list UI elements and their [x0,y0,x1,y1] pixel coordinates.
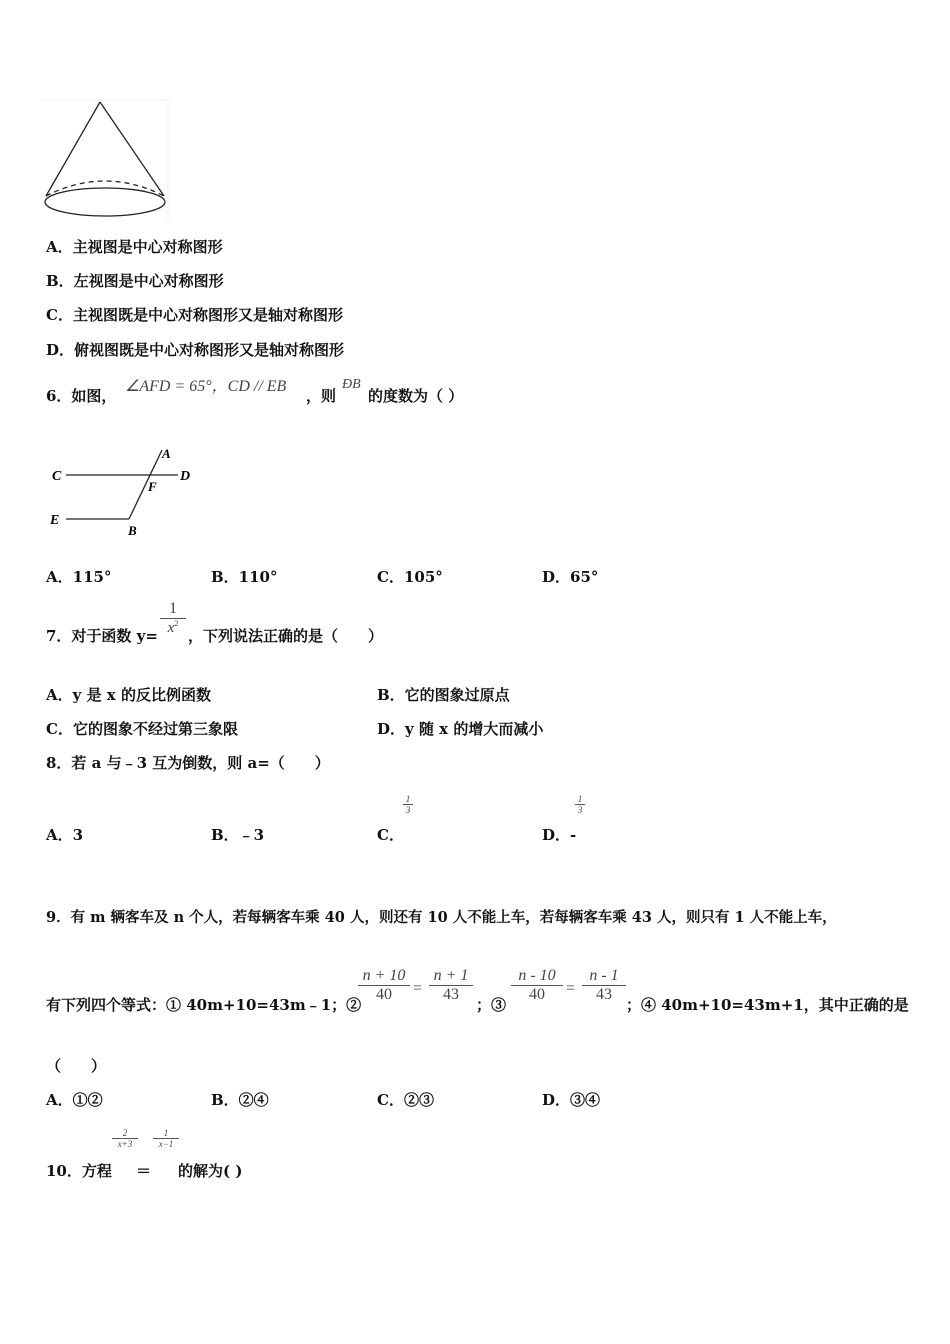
parallel-lines-figure [44,440,204,544]
q8-option-d: D．- [542,826,577,844]
q9-eq2-den2: 43 [443,986,459,1003]
q9-eq-intro: 有下列四个等式：① 40m+10=43m﹣1；② [46,996,362,1014]
q9-eq2-frac2 [429,967,473,1004]
q7-suffix: ，下列说法正确的是（ ） [188,627,384,645]
q9-stem: 9．有 m 辆客车及 n 个人，若每辆客车乘 40 人，则还有 10 人不能上车，若每辆客车乘 43 人，则只有 1 人不能上车， [46,909,837,926]
q10-suffix: 的解为( ) [178,1162,243,1180]
q9-paren: （ ） [46,1057,107,1075]
q9-option-c: C．②③ [377,1091,434,1109]
q8-option-c: C． [377,826,404,844]
label-D: D [180,469,191,484]
q5-option-a: A．主视图是中心对称图形 [46,238,223,256]
label-A: A [162,446,171,461]
q9-option-d: D．③④ [542,1091,601,1109]
q8-c-frac-num: 1 [405,794,411,804]
q9-eq4: ；④ 40m+10=43m+1，其中正确的是 [626,996,909,1014]
q9-option-a: A．①② [46,1091,103,1109]
q10-lhs-num: 2 [122,1128,128,1138]
q7-prefix: 7．对于函数 y= [46,627,158,645]
q8-option-c-fraction [403,794,413,815]
q10-equals: ＝ [136,1162,152,1180]
q9-eq3-equals: = [566,980,576,997]
label-C: C [52,469,62,484]
q9-eq2-den1: 40 [376,986,392,1003]
q6-prefix: 6．如图， [46,387,117,405]
label-E: E [50,513,60,528]
q9-eq2-num1: n + 10 [362,967,406,984]
q5-option-b: B．左视图是中心对称图形 [46,272,224,290]
q10-rhs-num: 1 [163,1128,169,1138]
q6-condition: ∠AFD = 65°，CD // EB [125,378,287,395]
q9-option-b: B．②④ [211,1091,269,1109]
q5-option-d: D．俯视图既是中心对称图形又是轴对称图形 [46,341,345,359]
q5-option-c: C．主视图既是中心对称图形又是轴对称图形 [46,306,343,324]
q10-rhs-fraction [153,1128,179,1149]
q9-eq2-equals: = [413,980,423,997]
q9-eq3-frac2 [582,967,626,1004]
q9-eq2-num2: n + 1 [433,967,469,984]
q8-option-b: B．﹣3 [211,826,265,844]
q7-option-a: A．y 是 x 的反比例函数 [46,686,211,704]
label-F: F [148,479,157,494]
q7-option-d: D．y 随 x 的增大而减小 [377,720,544,738]
q9-eq3-num2: n - 1 [589,967,619,984]
q8-stem: 8．若 a 与﹣3 互为倒数，则 a=（ ） [46,754,330,772]
q7-option-c: C．它的图象不经过第三象限 [46,720,238,738]
q8-c-frac-den: 3 [405,805,411,815]
label-B: B [128,523,137,538]
q6-middle: ，则 [306,387,337,405]
q10-prefix: 10．方程 [46,1162,112,1180]
q7-fraction [160,600,186,637]
q7-option-b: B．它的图象过原点 [377,686,510,704]
q6-option-c: C．105° [377,568,443,586]
q9-eq3-num1: n - 10 [518,967,556,984]
q8-d-frac-num: 1 [577,794,583,804]
q10-lhs-fraction [112,1128,138,1149]
q6-suffix: 的度数为（ ） [368,387,464,405]
q10-lhs-den: x+3 [117,1139,133,1149]
q8-option-d-fraction [575,794,585,815]
q6-target: ÐB [342,377,361,392]
q9-eq3-den2: 43 [596,986,612,1003]
q7-frac-num: 1 [169,600,177,617]
q6-option-a: A．115° [46,568,112,586]
q7-frac-den: x [167,620,175,636]
cone-figure [38,96,173,224]
q9-eq3-den1: 40 [529,986,545,1003]
q10-rhs-den: x−1 [158,1139,174,1149]
q7-frac-exp: 2 [174,619,179,628]
q7-frac-den-wrap [160,619,186,637]
q9-semicolon-3: ；③ [476,996,507,1014]
q6-option-b: B．110° [211,568,278,586]
q9-eq3-frac1 [511,967,563,1004]
q8-d-frac-den: 3 [577,805,583,815]
q9-eq2-frac1 [358,967,410,1004]
q6-option-d: D．65° [542,568,599,586]
q8-option-a: A．3 [46,826,84,844]
